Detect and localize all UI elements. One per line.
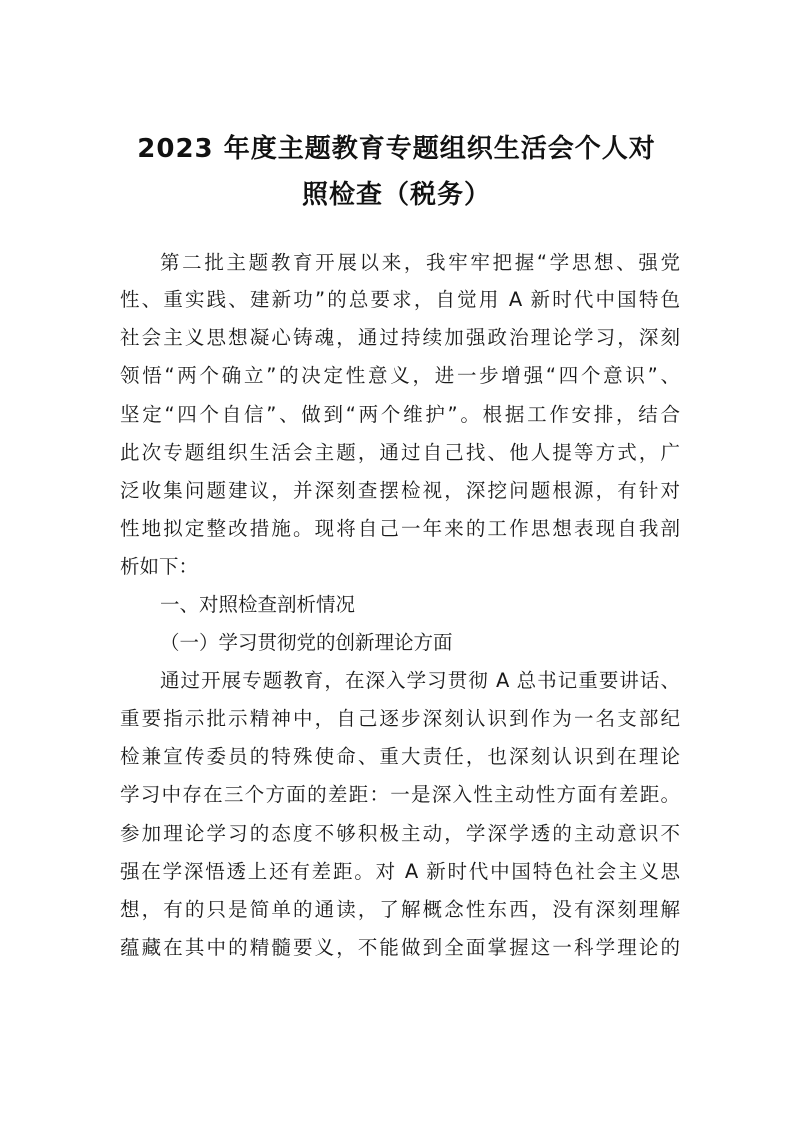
body-line: 重要指示批示精神中，自己逐步深刻认识到作为一名支部纪 (120, 707, 680, 730)
body-line: 通过开展专题教育，在深入学习贯彻 A 总书记重要讲话、 (160, 669, 680, 692)
body-line: 性、重实践、建新功”的总要求，自觉用 A 新时代中国特色 (120, 288, 680, 311)
body-line: 蕴藏在其中的精髓要义，不能做到全面掌握这一科学理论的 (120, 936, 680, 959)
subsection-heading: （一）学习贯彻党的创新理论方面 (160, 631, 453, 654)
body-line: 想，有的只是简单的通读，了解概念性东西，没有深刻理解 (120, 898, 680, 921)
section-heading: 一、对照检查剖析情况 (160, 593, 356, 616)
body-line: 第二批主题教育开展以来，我牢牢把握“学思想、强党 (160, 251, 680, 274)
body-line: 学习中存在三个方面的差距：一是深入性主动性方面有差距。 (120, 783, 680, 806)
body-line: 泛收集问题建议，并深刻查摆检视，深挖问题根源，有针对 (120, 479, 680, 502)
body-line: 检兼宣传委员的特殊使命、重大责任，也深刻认识到在理论 (120, 745, 680, 768)
body-line: 社会主义思想凝心铸魂，通过持续加强政治理论学习，深刻 (120, 326, 680, 349)
body-line: 性地拟定整改措施。现将自己一年来的工作思想表现自我剖 (120, 517, 680, 540)
body-line: 强在学深悟透上还有差距。对 A 新时代中国特色社会主义思 (120, 860, 680, 883)
body-line: 此次专题组织生活会主题，通过自己找、他人提等方式，广 (120, 441, 680, 464)
document-title-line-2: 照检查（税务） (301, 180, 491, 210)
body-line: 领悟“两个确立”的决定性意义，进一步增强“四个意识”、 (120, 364, 680, 387)
body-line: 析如下： (120, 555, 199, 578)
body-line: 坚定“四个自信”、做到“两个维护”。根据工作安排，结合 (120, 403, 680, 426)
body-line: 参加理论学习的态度不够积极主动，学深学透的主动意识不 (120, 822, 680, 845)
document-title-line-1: 2023 年度主题教育专题组织生活会个人对 (137, 134, 656, 164)
